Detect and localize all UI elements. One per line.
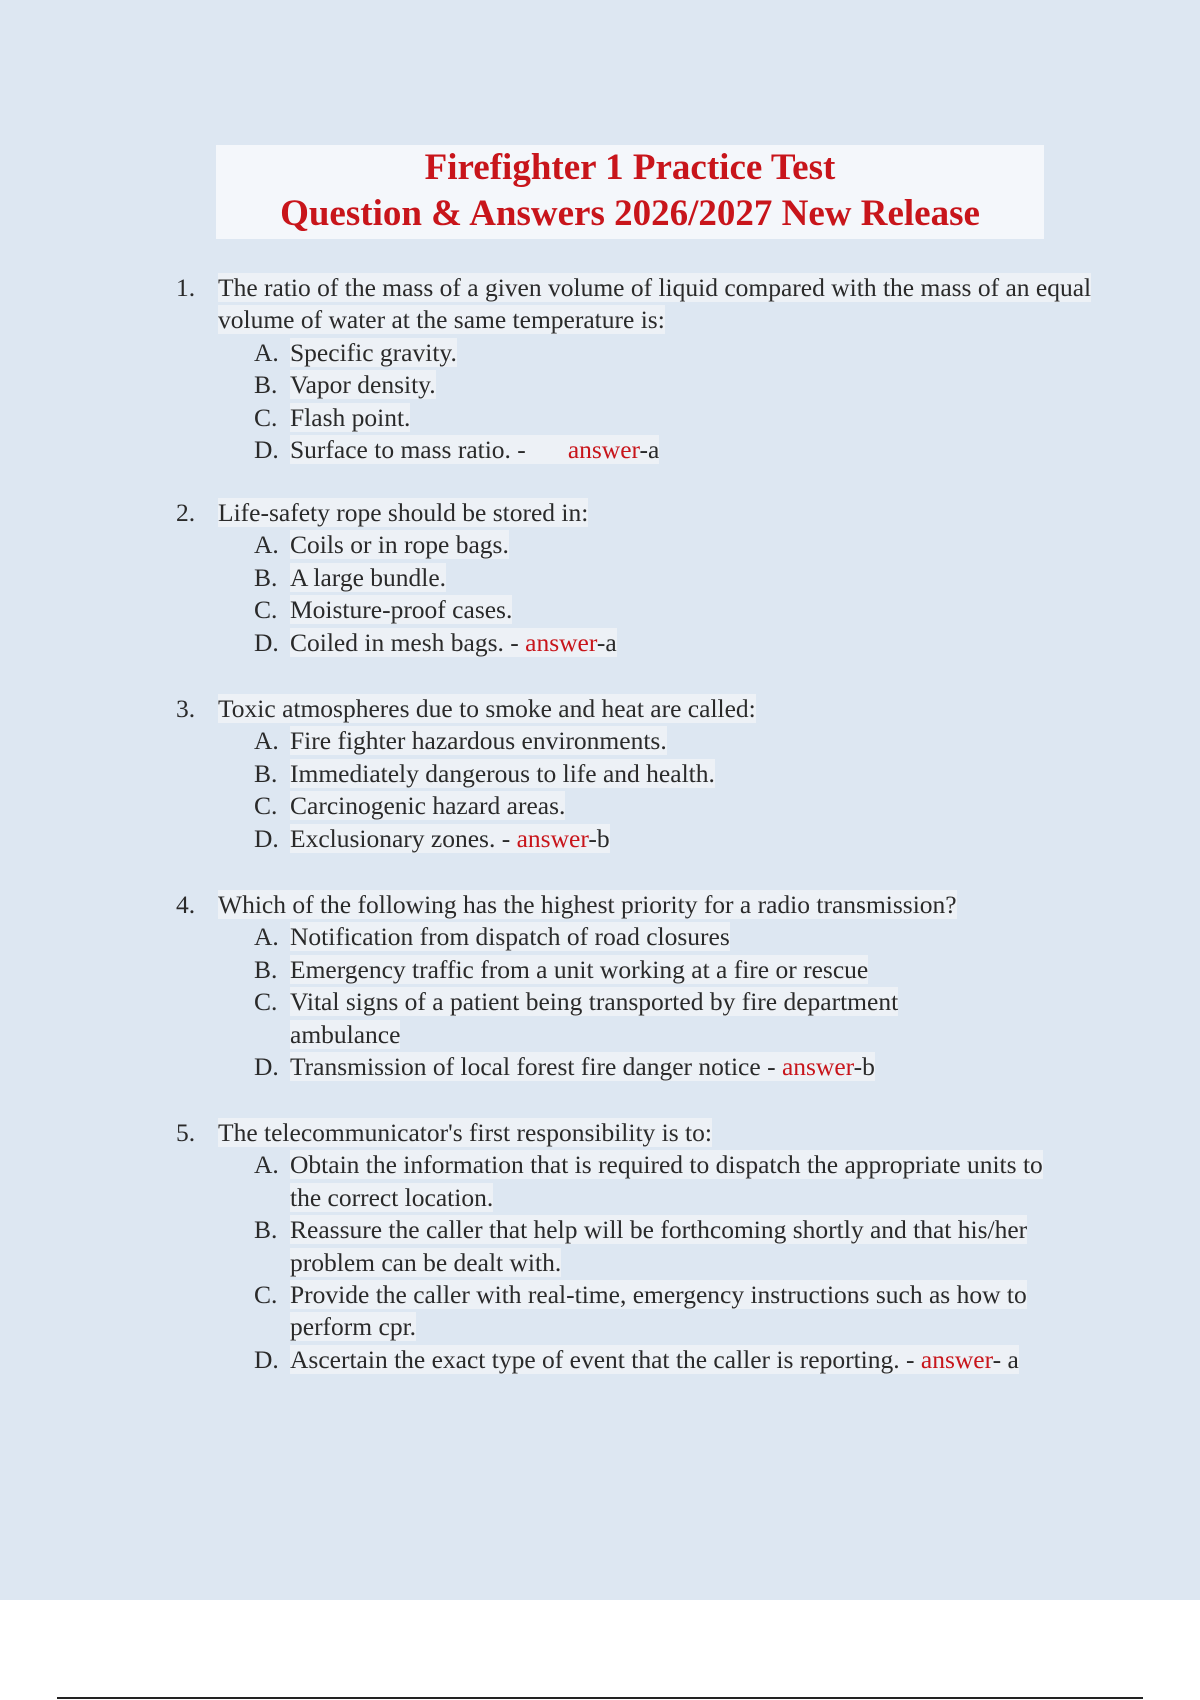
option-text: Ascertain the exact type of event that the caller is reporting. - <box>290 1344 915 1374</box>
option-d <box>254 1344 1123 1376</box>
question-text: The telecommunicator's first responsibility is to: <box>218 1118 712 1147</box>
option-c <box>254 594 1123 626</box>
option-letter: A. <box>254 530 279 560</box>
option-text: Carcinogenic hazard areas. <box>290 791 566 821</box>
option-d <box>254 823 1123 855</box>
option-letter: B. <box>254 562 278 592</box>
option-text: Fire fighter hazardous environments. <box>290 726 667 756</box>
option-text: Provide the caller with real-time, emergency instructions such as how to perform cpr. <box>290 1280 1027 1342</box>
answer-label: answer <box>567 435 640 465</box>
option-letter: C. <box>254 791 278 821</box>
question-text: Life-safety rope should be stored in: <box>218 498 589 527</box>
question-3 <box>176 693 1123 855</box>
option-a <box>254 337 1123 369</box>
option-letter: C. <box>254 987 278 1017</box>
option-a <box>254 725 1123 757</box>
answer-label: answer <box>920 1344 993 1374</box>
option-text: Immediately dangerous to life and health. <box>290 758 715 788</box>
option-text: Emergency traffic from a unit working at a fire or rescue <box>290 954 869 984</box>
answer-label: answer <box>516 823 589 853</box>
option-a <box>254 1149 1123 1214</box>
title-box <box>216 145 1044 239</box>
option-text: Exclusionary zones. - <box>290 823 511 853</box>
answer-label: answer <box>781 1052 854 1082</box>
option-letter: C. <box>254 1280 278 1310</box>
option-letter: C. <box>254 402 278 432</box>
option-letter: A. <box>254 1150 279 1180</box>
option-text: Vital signs of a patient being transported by fire department ambulance <box>290 987 899 1049</box>
option-b <box>254 562 1123 594</box>
question-2 <box>176 497 1123 659</box>
question-4 <box>176 889 1123 1083</box>
answer-letter: -a <box>639 435 660 465</box>
option-b <box>254 954 1123 986</box>
option-letter: D. <box>254 823 279 853</box>
footer-rule <box>57 1697 1143 1699</box>
option-text: Surface to mass ratio. - <box>290 435 526 465</box>
option-letter: C. <box>254 595 278 625</box>
option-text: Notification from dispatch of road closures <box>290 922 730 952</box>
question-5 <box>176 1117 1123 1376</box>
option-a <box>254 921 1123 953</box>
option-letter: D. <box>254 435 279 465</box>
option-text: Transmission of local forest fire danger notice - <box>290 1052 776 1082</box>
option-letter: D. <box>254 1052 279 1082</box>
option-b <box>254 1214 1123 1279</box>
option-letter: B. <box>254 370 278 400</box>
option-a <box>254 529 1123 561</box>
question-text: Which of the following has the highest priority for a radio transmission? <box>218 890 957 919</box>
question-1 <box>176 272 1123 466</box>
option-text: Coiled in mesh bags. - <box>290 627 519 657</box>
option-c <box>254 790 1123 822</box>
question-number: 5. <box>176 1118 196 1147</box>
option-c <box>254 1279 1123 1344</box>
option-letter: B. <box>254 758 278 788</box>
answer-letter: -a <box>596 627 617 657</box>
question-text: The ratio of the mass of a given volume of liquid compared with the mass of an equal volume of water at the same temperature is: <box>218 273 1092 335</box>
option-letter: A. <box>254 337 279 367</box>
option-d <box>254 627 1123 659</box>
option-b <box>254 369 1123 401</box>
option-letter: D. <box>254 1344 279 1374</box>
option-text: A large bundle. <box>290 562 447 592</box>
answer-label: answer <box>525 627 597 657</box>
option-c <box>254 402 1123 434</box>
question-number: 2. <box>176 498 196 527</box>
option-text: Moisture-proof cases. <box>290 595 513 625</box>
question-number: 4. <box>176 890 196 919</box>
option-letter: B. <box>254 954 278 984</box>
answer-letter: - a <box>992 1344 1019 1374</box>
option-letter: A. <box>254 726 279 756</box>
option-letter: A. <box>254 922 279 952</box>
option-b <box>254 758 1123 790</box>
title-line-2: Question & Answers 2026/2027 New Release <box>280 193 980 234</box>
option-letter: D. <box>254 627 279 657</box>
option-d <box>254 1051 1123 1083</box>
option-letter: B. <box>254 1215 278 1245</box>
question-number: 1. <box>176 273 196 302</box>
option-c <box>254 986 1123 1051</box>
option-text: Obtain the information that is required to dispatch the appropriate units to the correct location. <box>290 1150 1043 1212</box>
option-text: Specific gravity. <box>290 337 457 367</box>
option-text: Flash point. <box>290 402 411 432</box>
question-number: 3. <box>176 694 196 723</box>
option-text: Vapor density. <box>290 370 436 400</box>
option-text: Reassure the caller that help will be forthcoming shortly and that his/her problem can be dealt with. <box>290 1215 1028 1277</box>
title-line-1: Firefighter 1 Practice Test <box>424 147 836 188</box>
option-text: Coils or in rope bags. <box>290 530 509 560</box>
answer-letter: -b <box>588 823 610 853</box>
option-d <box>254 434 1123 466</box>
answer-letter: -b <box>853 1052 875 1082</box>
question-text: Toxic atmospheres due to smoke and heat are called: <box>218 694 756 723</box>
